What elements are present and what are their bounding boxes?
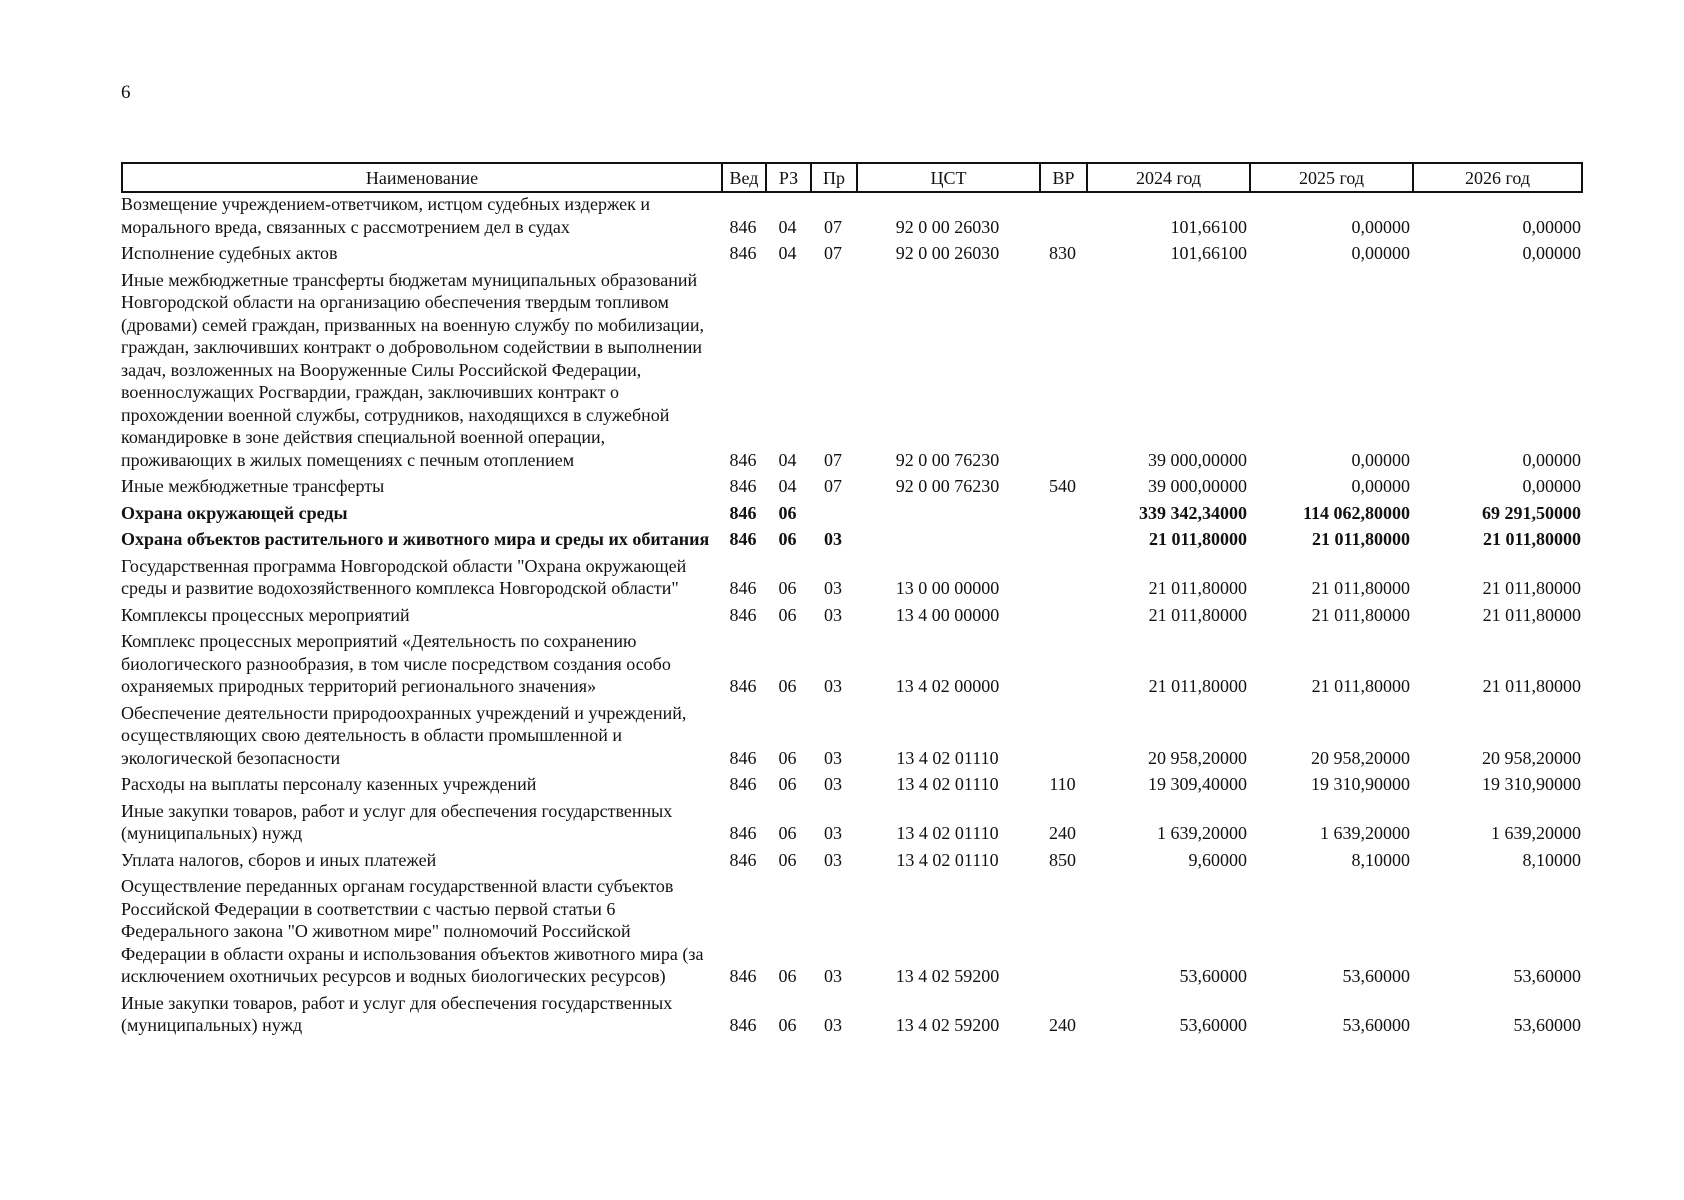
table-row [121, 269, 1583, 476]
row-cst: 13 4 02 01110 [896, 823, 999, 843]
row-amount-2024: 20 958,20000 [1148, 747, 1247, 768]
row-pr: 03 [824, 823, 842, 843]
row-amount-2025: 21 011,80000 [1311, 676, 1410, 696]
header-2024: 2024 год [1086, 162, 1249, 193]
table-body [121, 193, 1583, 1041]
table-row [121, 992, 1583, 1041]
row-amount-2026: 1 639,20000 [1491, 823, 1581, 843]
row-ved: 846 [729, 676, 757, 696]
row-cst: 13 4 02 01110 [896, 849, 999, 870]
row-amount-2026: 8,10000 [1522, 849, 1581, 870]
row-name: Охрана объектов растительного и животного мира и среды их обитания [121, 529, 710, 549]
row-ved: 846 [729, 578, 757, 598]
row-name: Иные закупки товаров, работ и услуг для обеспечения государственных (муниципальных) нужд [121, 992, 673, 1035]
row-ved: 846 [729, 966, 757, 986]
row-vr [1039, 702, 1086, 774]
row-name: Государственная программа Новгородской области "Охрана окружающей среды и развитие водохозяйственного комплекса Новгородской области" [121, 555, 687, 598]
row-rz: 06 [778, 774, 797, 794]
table-row [121, 502, 1583, 529]
row-ved: 846 [729, 529, 757, 549]
row-pr: 03 [824, 676, 842, 696]
row-name: Исполнение судебных актов [121, 243, 338, 263]
table-row [121, 875, 1583, 992]
row-cst: 13 4 02 59200 [895, 966, 1000, 986]
row-vr [1039, 269, 1086, 476]
header-rz: РЗ [765, 162, 810, 193]
row-vr [1039, 502, 1086, 529]
row-amount-2024: 19 309,40000 [1148, 774, 1247, 794]
row-vr: 110 [1049, 774, 1076, 794]
row-amount-2026: 21 011,80000 [1482, 676, 1581, 696]
row-ved: 846 [729, 216, 757, 237]
row-amount-2024: 101,66100 [1170, 216, 1247, 237]
row-pr: 07 [824, 243, 842, 263]
row-cst [856, 502, 1039, 529]
row-pr: 03 [824, 604, 842, 625]
header-pr: Пр [810, 162, 856, 193]
row-rz: 06 [778, 676, 797, 696]
row-ved: 846 [729, 502, 757, 523]
row-amount-2026: 19 310,90000 [1482, 774, 1581, 794]
header-vr: ВР [1039, 162, 1086, 193]
row-amount-2026: 21 011,80000 [1482, 529, 1581, 549]
row-amount-2024: 21 011,80000 [1148, 604, 1247, 625]
table-row [121, 630, 1583, 702]
row-cst: 13 4 00 00000 [895, 604, 1000, 625]
row-vr [1039, 555, 1086, 604]
row-cst: 13 4 02 00000 [895, 676, 1000, 696]
row-amount-2024: 53,60000 [1179, 966, 1247, 986]
table-row [121, 800, 1583, 849]
row-amount-2025: 114 062,80000 [1302, 502, 1410, 523]
row-rz: 06 [778, 747, 797, 768]
row-rz: 04 [778, 449, 797, 470]
row-amount-2026: 21 011,80000 [1482, 604, 1581, 625]
row-rz: 04 [778, 243, 797, 263]
row-amount-2025: 19 310,90000 [1311, 774, 1410, 794]
row-pr: 07 [824, 476, 842, 496]
row-ved: 846 [729, 243, 757, 263]
header-name: Наименование [121, 162, 721, 193]
row-ved: 846 [729, 449, 757, 470]
row-name: Обеспечение деятельности природоохранных учреждений и учреждений, осуществляющих свою деятельность в области промышленной и экологической безопасности [121, 702, 687, 768]
row-cst: 92 0 00 76230 [895, 476, 1000, 496]
row-amount-2025: 21 011,80000 [1311, 604, 1410, 625]
row-name: Комплексы процессных мероприятий [121, 604, 410, 625]
row-ved: 846 [729, 774, 757, 794]
row-ved: 846 [729, 823, 757, 843]
header-2025: 2025 год [1249, 162, 1412, 193]
row-amount-2024: 39 000,00000 [1148, 476, 1247, 496]
row-amount-2026: 53,60000 [1513, 1015, 1581, 1035]
row-name: Иные закупки товаров, работ и услуг для обеспечения государственных (муниципальных) нужд [121, 800, 673, 843]
row-amount-2025: 53,60000 [1342, 966, 1410, 986]
header-2026: 2026 год [1412, 162, 1583, 193]
row-cst: 13 4 02 01110 [896, 747, 999, 768]
row-amount-2025: 21 011,80000 [1311, 529, 1410, 549]
row-vr: 240 [1049, 823, 1076, 843]
row-amount-2024: 101,66100 [1170, 243, 1247, 263]
row-name: Возмещение учреждением-ответчиком, истцом судебных издержек и морального вреда, связанных с рассмотрением дел в судах [121, 194, 651, 237]
row-cst: 13 0 00 00000 [895, 578, 1000, 598]
header-ved: Вед [721, 162, 765, 193]
table-row [121, 702, 1583, 774]
row-cst: 92 0 00 76230 [895, 449, 1000, 470]
row-pr: 03 [824, 774, 842, 794]
row-vr: 830 [1049, 243, 1076, 263]
row-amount-2025: 21 011,80000 [1311, 578, 1410, 598]
row-cst: 13 4 02 59200 [895, 1015, 1000, 1035]
row-cst: 92 0 00 26030 [895, 216, 1000, 237]
row-amount-2024: 339 342,34000 [1139, 502, 1247, 523]
row-vr [1039, 875, 1086, 992]
row-name: Осуществление переданных органам государственной власти субъектов Российской Федерации в соответствии с частью первой статьи 6 Федерального закона "О животном мире" полномочий Российской Федерации в области охраны и использования объектов животного мира (за исключением охотничьих ресурсов и водных биологических ресурсов) [121, 876, 704, 986]
row-pr: 07 [824, 449, 842, 470]
row-amount-2025: 20 958,20000 [1311, 747, 1410, 768]
row-vr: 540 [1049, 476, 1076, 496]
row-vr [1039, 193, 1086, 242]
row-amount-2025: 0,00000 [1351, 243, 1410, 263]
row-amount-2024: 39 000,00000 [1148, 449, 1247, 470]
row-ved: 846 [729, 604, 757, 625]
row-name: Уплата налогов, сборов и иных платежей [121, 849, 437, 870]
row-rz: 06 [778, 849, 797, 870]
row-rz: 06 [778, 823, 797, 843]
row-rz: 06 [778, 502, 797, 523]
row-pr: 07 [824, 216, 842, 237]
header-cst: ЦСТ [856, 162, 1039, 193]
row-amount-2024: 53,60000 [1179, 1015, 1247, 1035]
row-amount-2026: 0,00000 [1522, 243, 1581, 263]
row-vr: 240 [1049, 1015, 1076, 1035]
row-rz: 04 [778, 476, 797, 496]
row-ved: 846 [729, 849, 757, 870]
row-pr: 03 [824, 849, 842, 870]
row-ved: 846 [729, 1015, 757, 1035]
row-name: Расходы на выплаты персоналу казенных учреждений [121, 774, 537, 794]
table-row [121, 528, 1583, 555]
row-amount-2026: 0,00000 [1522, 476, 1581, 496]
row-amount-2025: 0,00000 [1351, 216, 1410, 237]
row-cst: 13 4 02 01110 [896, 774, 999, 794]
row-vr [1039, 528, 1086, 555]
table-row [121, 475, 1583, 502]
row-pr: 03 [824, 529, 842, 549]
row-pr: 03 [824, 1015, 842, 1035]
row-name: Иные межбюджетные трансферты бюджетам муниципальных образований Новгородской области на организацию обеспечения твердым топливом (дровами) семей граждан, призванных на военную службу по мобилизации, граждан, заключивших контракт о добровольном содействии в выполнении задач, возложенных на Вооруженные Силы Российской Федерации, военнослужащих Росгвардии, граждан, заключивших контракт о прохождении военной службы, сотрудников, находящихся в служебной командировке в зоне действия специальной военной операции, проживающих в жилых помещениях с печным отоплением [121, 269, 704, 470]
row-amount-2026: 20 958,20000 [1482, 747, 1581, 768]
row-vr [1039, 604, 1086, 631]
row-amount-2025: 53,60000 [1342, 1015, 1410, 1035]
row-vr [1039, 630, 1086, 702]
row-rz: 06 [778, 1015, 797, 1035]
row-vr: 850 [1049, 849, 1076, 870]
row-amount-2026: 21 011,80000 [1482, 578, 1581, 598]
row-pr: 03 [824, 966, 842, 986]
row-amount-2025: 1 639,20000 [1320, 823, 1410, 843]
row-pr: 03 [824, 578, 842, 598]
table-row [121, 773, 1583, 800]
row-amount-2024: 21 011,80000 [1148, 578, 1247, 598]
table-row [121, 604, 1583, 631]
row-amount-2025: 8,10000 [1351, 849, 1410, 870]
row-rz: 04 [778, 216, 797, 237]
row-ved: 846 [729, 476, 757, 496]
page-number: 6 [121, 82, 131, 103]
row-amount-2025: 0,00000 [1351, 449, 1410, 470]
table-row [121, 242, 1583, 269]
row-ved: 846 [729, 747, 757, 768]
row-amount-2024: 1 639,20000 [1157, 823, 1247, 843]
row-rz: 06 [778, 578, 797, 598]
table-header-row [121, 162, 1583, 193]
row-name: Комплекс процессных мероприятий «Деятельность по сохранению биологического разнообразия, в том числе посредством создания особо охраняемых природных территорий регионального значения» [121, 631, 671, 696]
row-rz: 06 [778, 604, 797, 625]
table-row [121, 193, 1583, 242]
row-amount-2026: 53,60000 [1513, 966, 1581, 986]
row-cst [856, 528, 1039, 555]
row-amount-2026: 0,00000 [1522, 449, 1581, 470]
row-name: Иные межбюджетные трансферты [121, 476, 385, 496]
row-amount-2024: 21 011,80000 [1148, 676, 1247, 696]
row-pr: 03 [824, 747, 842, 768]
row-rz: 06 [778, 529, 797, 549]
row-name: Охрана окружающей среды [121, 502, 348, 523]
row-amount-2024: 21 011,80000 [1148, 529, 1247, 549]
row-cst: 92 0 00 26030 [895, 243, 1000, 263]
row-pr [810, 502, 856, 529]
row-amount-2026: 0,00000 [1522, 216, 1581, 237]
table-row [121, 849, 1583, 876]
table-row [121, 555, 1583, 604]
row-rz: 06 [778, 966, 797, 986]
row-amount-2026: 69 291,50000 [1482, 502, 1581, 523]
row-amount-2025: 0,00000 [1351, 476, 1410, 496]
row-amount-2024: 9,60000 [1188, 849, 1247, 870]
budget-table [121, 162, 1583, 1041]
